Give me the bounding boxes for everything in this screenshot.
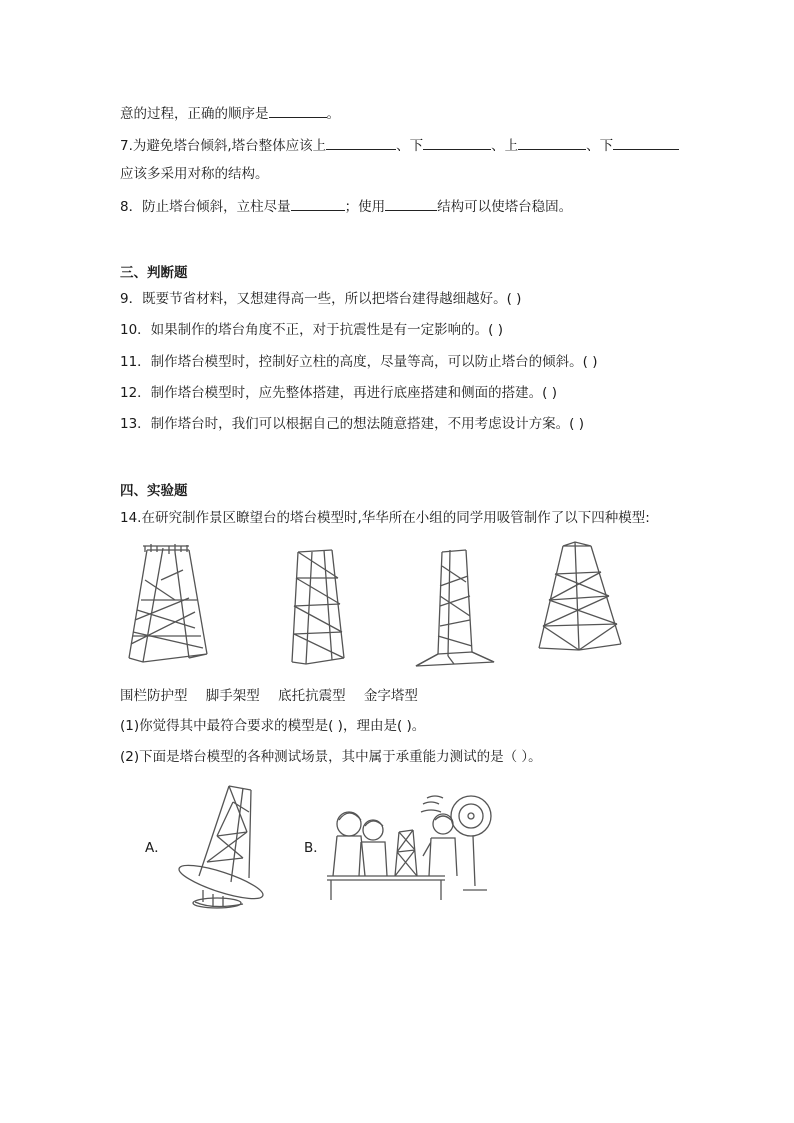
q7-line2: 应该多采用对称的结构。 [120, 166, 269, 182]
q8-blank-1[interactable] [291, 196, 345, 211]
q7-blank-2[interactable] [423, 135, 491, 150]
q10: 10．如果制作的塔台角度不正，对于抗震性是有一定影响的。( ) [120, 322, 504, 338]
section-title-judgement: 三、判断题 [120, 265, 188, 281]
tower-model-pyramid [535, 540, 627, 658]
q14-part1: (1)你觉得其中最符合要求的模型是( )，理由是( )。 [120, 718, 426, 734]
q8-text-b: ；使用 [344, 199, 386, 215]
option-b-fan-wind-test [327, 790, 497, 900]
model-caption-pyramid: 金字塔型 [363, 688, 418, 704]
tower-model-fence [125, 540, 215, 665]
model-caption-fence: 围栏防护型 [120, 688, 188, 704]
q14: 14.在研究制作景区瞭望台的塔台模型时,华华所在小组的同学用吸管制作了以下四种模型: [120, 510, 650, 526]
q8 [120, 196, 572, 217]
q7-blank-4[interactable] [613, 135, 679, 150]
option-b-label: B． [304, 840, 327, 856]
tower-model-base [414, 546, 496, 670]
q11: 11．制作塔台模型时，控制好立柱的高度，尽量等高，可以防止塔台的倾斜。( ) [120, 354, 598, 370]
q14-part2: (2)下面是塔台模型的各种测试场景，其中属于承重能力测试的是（ ）。 [120, 749, 542, 765]
q7-text-a: 7.为避免塔台倾斜,塔台整体应该上 [120, 138, 327, 154]
q7-text-b: 、下 [396, 138, 424, 154]
q13: 13．制作塔台时，我们可以根据自己的想法随意搭建，不用考虑设计方案。( ) [120, 416, 585, 432]
q6-blank[interactable] [269, 103, 327, 118]
q6-end: 。 [326, 106, 340, 122]
q7 [120, 135, 679, 156]
model-caption-base: 底托抗震型 [278, 688, 346, 704]
tower-model-scaffold [288, 548, 350, 666]
q7-text-d: 、下 [586, 138, 614, 154]
q6-text: 意的过程，正确的顺序是 [120, 106, 269, 122]
q7-blank-1[interactable] [326, 135, 396, 150]
q9: 9．既要节省材料，又想建得高一些，所以把塔台建得越细越好。( ) [120, 291, 522, 307]
model-caption-row [120, 684, 432, 704]
q8-text-c: 结构可以使塔台稳固。 [437, 199, 573, 215]
q8-blank-2[interactable] [385, 196, 437, 211]
q12: 12．制作塔台模型时，应先整体搭建，再进行底座搭建和侧面的搭建。( ) [120, 385, 558, 401]
q6-tail [120, 103, 340, 124]
q7-blank-3[interactable] [518, 135, 586, 150]
q8-text-a: 8．防止塔台倾斜，立柱尽量 [120, 199, 291, 215]
model-caption-scaffold: 脚手架型 [205, 688, 260, 704]
q7-text-c: 、上 [491, 138, 519, 154]
section-title-experiment: 四、实验题 [120, 483, 188, 499]
option-a-label: A． [145, 840, 168, 856]
option-a-tower-on-shake-table [173, 782, 268, 910]
